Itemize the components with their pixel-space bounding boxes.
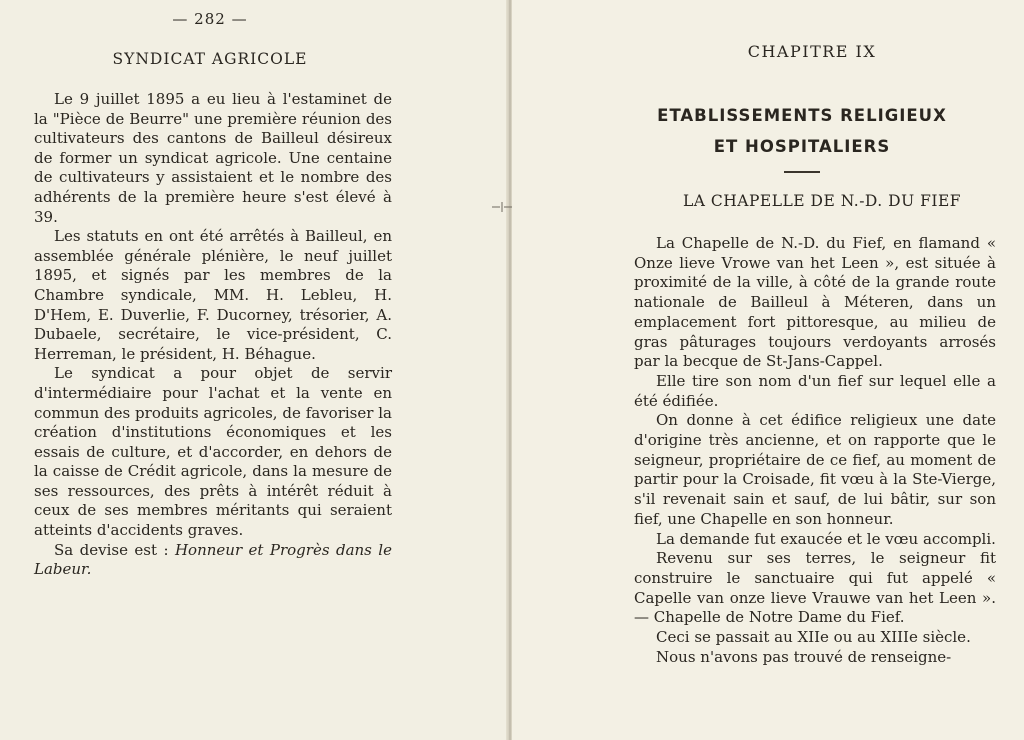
- paragraph: La demande fut exaucée et le vœu accompli.: [656, 529, 996, 548]
- paragraph: Les statuts en ont été arrêtés à Bailleul, en assemblée générale plénière, le neuf juillet 1895, et signés par les membres de la Chambre syndicale, MM. H. Lebleu, H. D'Hem, E. Duverlie, F. Ducorney, trésorier, A. Dubaele, secrétaire, le vice-président, C. Herreman, le président, H. Béhague.: [34, 227, 392, 363]
- section-heading-syndicat: SYNDICAT AGRICOLE: [112, 50, 308, 68]
- right-page-body: [634, 234, 996, 667]
- paragraph: Elle tire son nom d'un fief sur lequel elle a été édifiée.: [634, 371, 996, 410]
- section-title-line: ET HOSPITALIERS: [713, 137, 891, 156]
- left-page-body: [34, 90, 392, 580]
- divider: [784, 171, 820, 173]
- fold-mark-icon: [490, 200, 514, 214]
- motto-text: Honneur et Progrès dans le Labeur.: [34, 540, 392, 579]
- paragraph: Le 9 juillet 1895 a eu lieu à l'estaminet de la "Pièce de Beurre" une première réunion des cultivateurs des cantons de Bailleul désireux de former un syndicat agricole. Une centaine de cultivateurs y assistaient et le nombre des adhérents de la première heure s'est élevé à 39.: [34, 90, 392, 226]
- paragraph: Revenu sur ses terres, le seigneur fit construire le sanctuaire qui fut appelé « Capelle van onze lieve Vrauwe van het Leen ». — Chapelle de Notre Dame du Fief.: [634, 549, 996, 627]
- page-number: — 282 —: [172, 10, 248, 28]
- left-page: [0, 0, 508, 740]
- paragraph: On donne à cet édifice religieux une date d'origine très ancienne, et on rapporte que le seigneur, propriétaire de ce fief, au moment de partir pour la Croisade, fit vœu à la Ste-Vierge, s'il revenait sain et sauf, de lui bâtir, sur son fief, une Chapelle en son honneur.: [634, 411, 996, 528]
- section-title-line: ETABLISSEMENTS RELIGIEUX: [657, 106, 947, 125]
- paragraph: Ceci se passait au XIIe ou au XIIIe siècle.: [656, 628, 971, 647]
- paragraph: Le syndicat a pour objet de servir d'intermédiaire pour l'achat et la vente en commun des produits agricoles, de favoriser la création d'institutions économiques et les essais de culture, et d'accorder, en dehors de la caisse de Crédit agricole, dans la mesure de ses ressources, des prêts à intérêt réduit à ceux de ses membres méritants qui seraient atteints d'accidents graves.: [34, 364, 392, 540]
- paragraph: Nous n'avons pas trouvé de renseigne-: [656, 647, 952, 666]
- motto-intro: Sa devise est :: [54, 540, 169, 559]
- right-page: [512, 0, 1024, 740]
- paragraph: La Chapelle de N.-D. du Fief, en flamand « Onze lieve Vrowe van het Leen », est située à proximité de la ville, à côté de la grande route nationale de Bailleul à Méteren, dans un emplacement fort pittoresque, au milieu de gras pâturages toujours verdoyants arrosés par la becque de St-Jans-Cappel.: [634, 234, 996, 371]
- section-title: [612, 100, 992, 162]
- chapter-title: CHAPITRE IX: [747, 42, 877, 61]
- motto-paragraph: [34, 541, 392, 580]
- subheading-chapelle: LA CHAPELLE DE N.-D. DU FIEF: [682, 192, 962, 210]
